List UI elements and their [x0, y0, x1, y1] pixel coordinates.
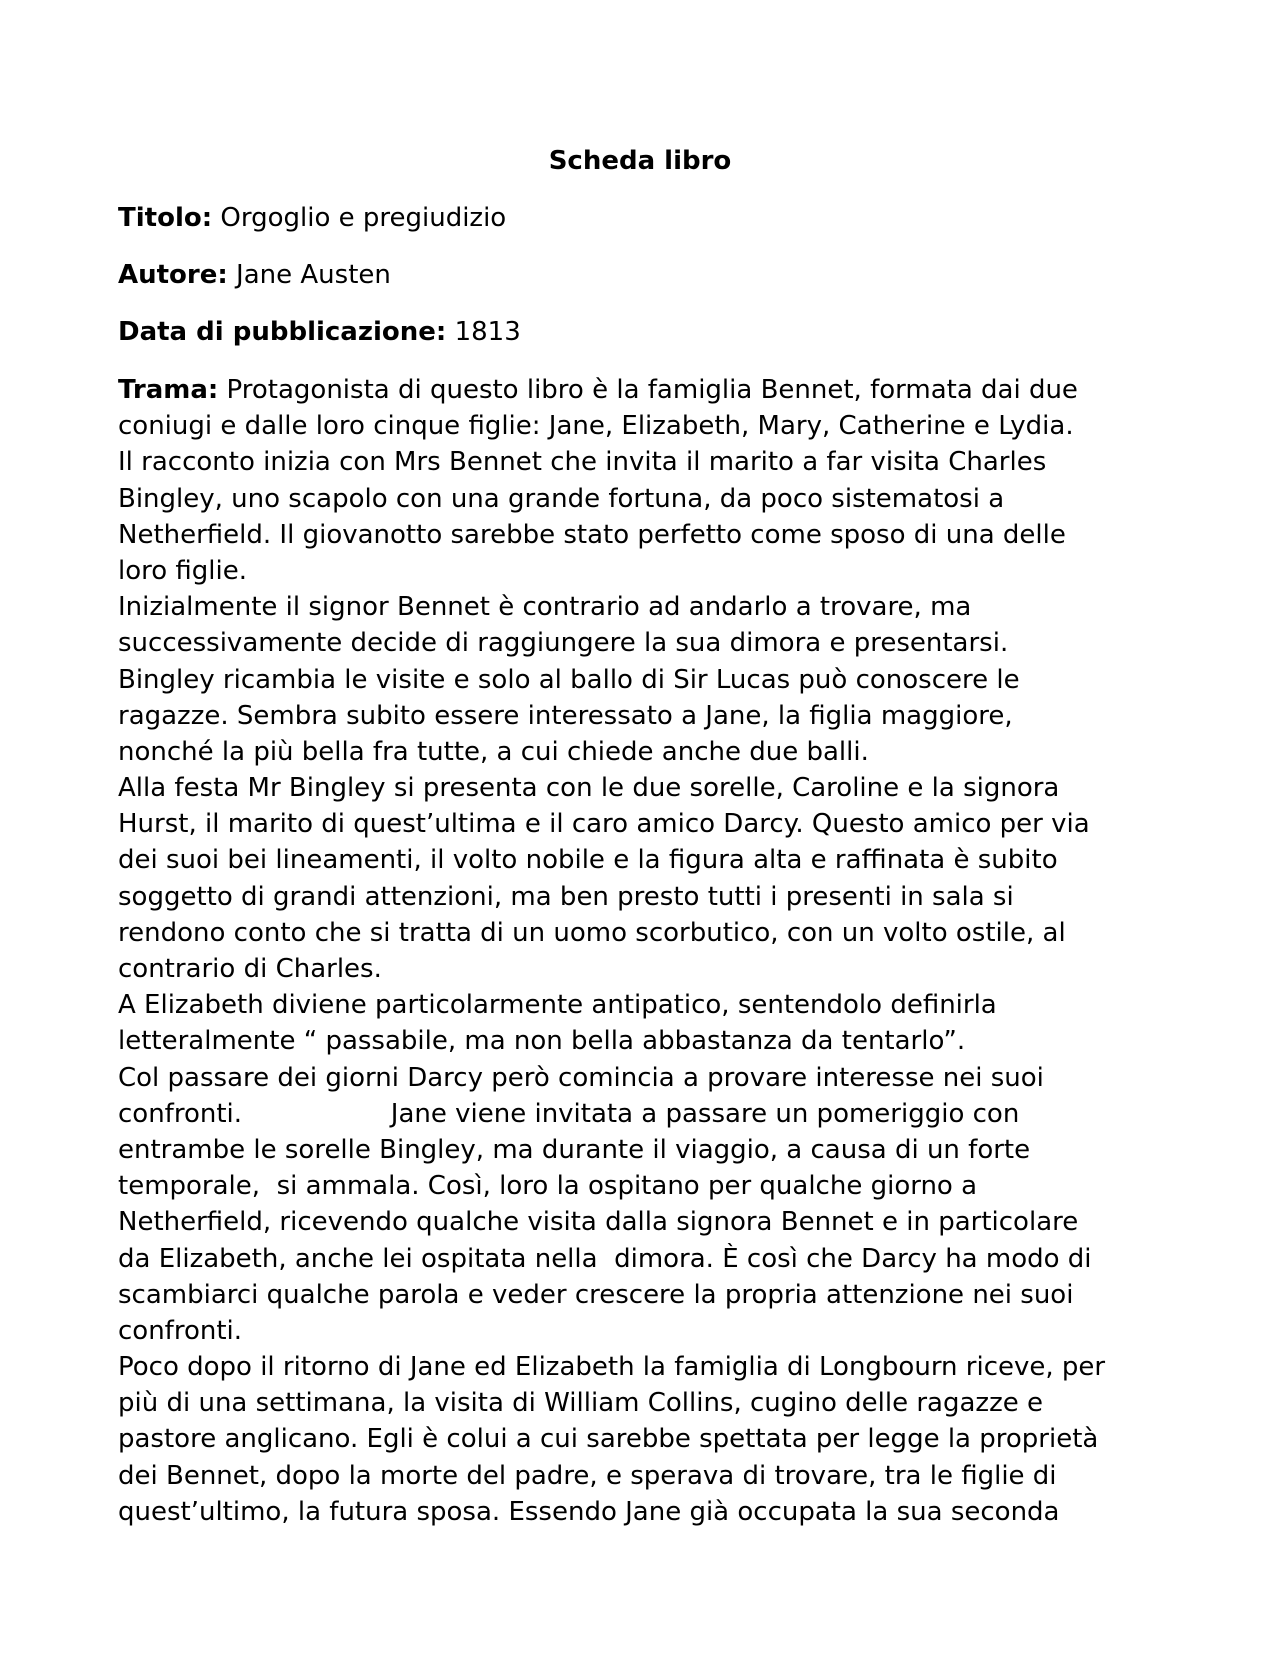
trama-line: Inizialmente il signor Bennet è contrario ad andarlo a trovare, ma	[118, 592, 972, 623]
field-autore-value: Jane Austen	[236, 260, 391, 290]
trama-line: loro figlie.	[118, 555, 248, 586]
trama-line: Il racconto inizia con Mrs Bennet che invita il marito a far visita Charles	[118, 447, 1047, 478]
trama-line: successivamente decide di raggiungere la sua dimora e presentarsi.	[118, 628, 1009, 659]
trama-line: contrario di Charles.	[118, 954, 382, 984]
trama-line: rendono conto che si tratta di un uomo scorbutico, con un volto ostile, al	[118, 917, 1066, 948]
trama-line: dei Bennet, dopo la morte del padre, e sperava di trovare, tra le figlie di	[118, 1460, 1057, 1491]
trama-line: scambiarci qualche parola e veder crescere la propria attenzione nei suoi	[118, 1279, 1074, 1310]
trama-line: ragazze. Sembra subito essere interessato a Jane, la figlia maggiore,	[118, 700, 1013, 731]
trama-line: confronti.	[118, 1315, 243, 1346]
trama-paragraph	[118, 372, 1218, 1530]
trama-line: Netherfield. Il giovanotto sarebbe stato perfetto come sposo di una delle	[118, 519, 1066, 550]
trama-line: Bingley, uno scapolo con una grande fortuna, da poco sistematosi a	[118, 483, 1005, 514]
trama-line: Col passare dei giorni Darcy però comincia a provare interesse nei suoi	[118, 1062, 1044, 1093]
trama-line: entrambe le sorelle Bingley, ma durante il viaggio, a causa di un forte	[118, 1134, 1031, 1165]
trama-line: quest’ultimo, la futura sposa. Essendo Jane già occupata la sua seconda	[118, 1496, 1060, 1527]
field-data-value: 1813	[454, 317, 521, 347]
trama-line: temporale, si ammala. Così, loro la ospitano per qualche giorno a	[118, 1171, 978, 1202]
trama-line: da Elizabeth, anche lei ospitata nella dimora. È così che Darcy ha modo di	[118, 1243, 1092, 1274]
trama-line: Poco dopo il ritorno di Jane ed Elizabeth la famiglia di Longbourn riceve, per	[118, 1352, 1106, 1383]
trama-line: dei suoi bei lineamenti, il volto nobile e la figura alta e raffinata è subito	[118, 845, 1058, 876]
field-autore	[118, 257, 391, 293]
trama-line: Hurst, il marito di quest’ultima e il caro amico Darcy. Questo amico per via	[118, 809, 1090, 840]
field-autore-label: Autore:	[118, 260, 228, 290]
trama-line: soggetto di grandi attenzioni, ma ben presto tutti i presenti in sala si	[118, 881, 1014, 912]
trama-line: pastore anglicano. Egli è colui a cui sarebbe spettata per legge la proprietà	[118, 1424, 1099, 1455]
trama-line: A Elizabeth diviene particolarmente antipatico, sentendolo definirla	[118, 990, 997, 1021]
trama-line: Netherfield, ricevendo qualche visita dalla signora Bennet e in particolare	[118, 1207, 1079, 1238]
document-title: Scheda libro	[548, 146, 732, 176]
field-data-pubblicazione	[118, 314, 521, 350]
field-titolo-value: Orgoglio e pregiudizio	[220, 203, 507, 233]
trama-line: più di una settimana, la visita di William Collins, cugino delle ragazze e	[118, 1388, 1043, 1419]
trama-line: Alla festa Mr Bingley si presenta con le due sorelle, Caroline e la signora	[118, 773, 1060, 804]
trama-line: Bingley ricambia le visite e solo al ballo di Sir Lucas può conoscere le	[118, 664, 1020, 695]
trama-line: nonché la più bella fra tutte, a cui chiede anche due balli.	[118, 736, 869, 767]
trama-line: letteralmente “ passabile, ma non bella abbastanza da tentarlo”.	[118, 1026, 966, 1057]
field-data-label: Data di pubblicazione:	[118, 317, 447, 347]
trama-label: Trama:	[118, 375, 219, 405]
trama-line	[118, 372, 1218, 408]
field-titolo	[118, 200, 506, 236]
field-titolo-label: Titolo:	[118, 203, 213, 233]
trama-line: coniugi e dalle loro cinque figlie: Jane, Elizabeth, Mary, Catherine e Lydia.	[118, 411, 1074, 442]
trama-line: confronti. Jane viene invitata a passare un pomeriggio con	[118, 1098, 1020, 1129]
trama-line-text: Protagonista di questo libro è la famiglia Bennet, formata dai due	[226, 375, 1078, 405]
